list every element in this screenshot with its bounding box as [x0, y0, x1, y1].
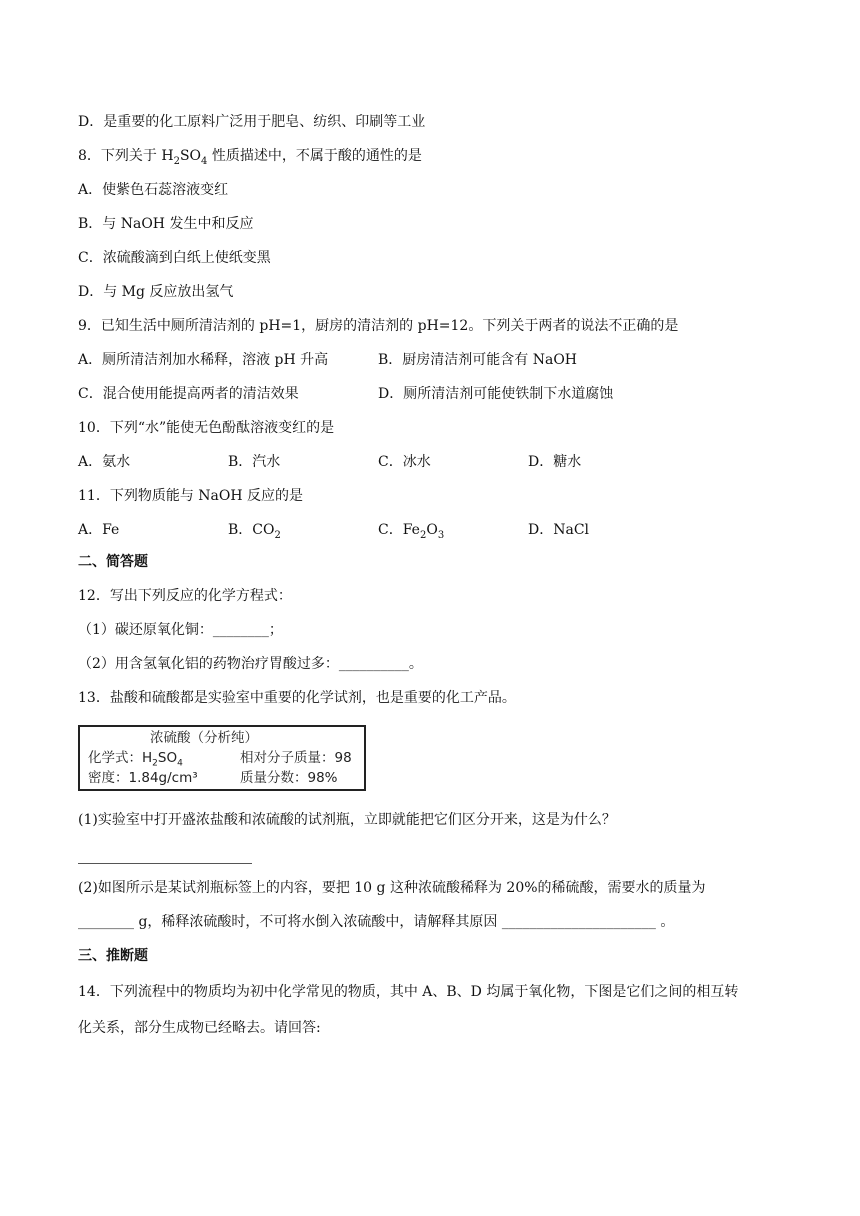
label-formula: 化学式：$H_2SO_4$	[88, 750, 183, 769]
q8-option-c: C．浓硫酸滴到白纸上使纸变黑	[78, 250, 271, 266]
q8-option-b: B．与 NaOH 发生中和反应	[78, 216, 254, 232]
q12-part-1: （1）碳还原氧化铜：________；	[78, 622, 283, 638]
q13-answer-line-1[interactable]	[78, 863, 252, 864]
q9-option-b: B．厨房清洁剂可能含有 NaOH	[378, 352, 578, 368]
q13-stem: 13．盐酸和硫酸都是实验室中重要的化学试剂，也是重要的化工产品。	[78, 690, 516, 706]
q14-stem-line-2: 化关系，部分生成物已经略去。请回答:	[78, 1020, 321, 1036]
q13-blank-reason[interactable]: ______________________	[501, 914, 656, 930]
section-heading-inference: 三、推断题	[78, 948, 148, 964]
q11-stem: 11．下列物质能与 NaOH 反应的是	[78, 488, 303, 504]
q9-option-c: C．混合使用能提高两者的清洁效果	[78, 386, 299, 402]
label-density: 密度：1.84g/cm³	[88, 770, 198, 786]
q9-option-a: A．厕所清洁剂加水稀释，溶液 pH 升高	[78, 352, 329, 368]
q12-blank-1[interactable]: ________	[212, 622, 269, 638]
q11-option-b: B．$CO_2$	[228, 522, 281, 541]
q12-stem: 12．写出下列反应的化学方程式：	[78, 588, 292, 604]
q14-stem-line-1: 14．下列流程中的物质均为初中化学常见的物质，其中 A、B、D 均属于氧化物，下图是它们之间的相互转	[78, 984, 739, 1000]
section-heading-short-answer: 二、简答题	[78, 554, 148, 570]
q12-blank-2[interactable]: __________	[338, 656, 409, 672]
q10-stem: 10．下列“水”能使无色酚酞溶液变红的是	[78, 420, 335, 436]
q11-option-a: A．Fe	[78, 522, 120, 538]
q8-stem: 8．下列关于 $H_2SO_4$ 性质描述中，不属于酸的通性的是	[78, 148, 422, 167]
q9-stem: 9．已知生活中厕所清洁剂的 pH=1，厨房的清洁剂的 pH=12。下列关于两者的说法不正确的是	[78, 318, 679, 334]
q8-option-d: D．与 Mg 反应放出氢气	[78, 284, 234, 300]
q7-option-d: D．是重要的化工原料广泛用于肥皂、纺织、印刷等工业	[78, 114, 426, 130]
q12-part-2: （2）用含氢氧化铝的药物治疗胃酸过多：__________。	[78, 656, 423, 672]
q13-blank-water-mass[interactable]: ________	[78, 914, 134, 930]
q10-option-c: C．冰水	[378, 454, 431, 470]
q8-option-a: A．使紫色石蕊溶液变红	[78, 182, 229, 198]
q13-part-2-line-2: ________ g，稀释浓硫酸时，不可将水倒入浓硫酸中，请解释其原因 ______________________ 。	[78, 914, 675, 930]
q11-option-d: D．NaCl	[528, 522, 590, 538]
label-mass-fraction: 质量分数：98%	[240, 770, 338, 786]
q13-part-1: (1)实验室中打开盛浓盐酸和浓硫酸的试剂瓶，立即就能把它们区分开来，这是为什么？	[78, 812, 616, 828]
reagent-bottle-label	[78, 725, 366, 791]
q10-option-b: B．汽水	[228, 454, 281, 470]
label-title: 浓硫酸（分析纯）	[150, 730, 258, 746]
q13-part-2-line-1: (2)如图所示是某试剂瓶标签上的内容，要把 10 g 这种浓硫酸稀释为 20%的稀硫酸，需要水的质量为	[78, 880, 706, 896]
q10-option-d: D．糖水	[528, 454, 582, 470]
q10-option-a: A．氨水	[78, 454, 131, 470]
q11-option-c: C．$Fe_2O_3$	[378, 522, 445, 541]
label-molecular-mass: 相对分子质量：98	[240, 750, 352, 766]
q9-option-d: D．厕所清洁剂可能使铁制下水道腐蚀	[378, 386, 614, 402]
